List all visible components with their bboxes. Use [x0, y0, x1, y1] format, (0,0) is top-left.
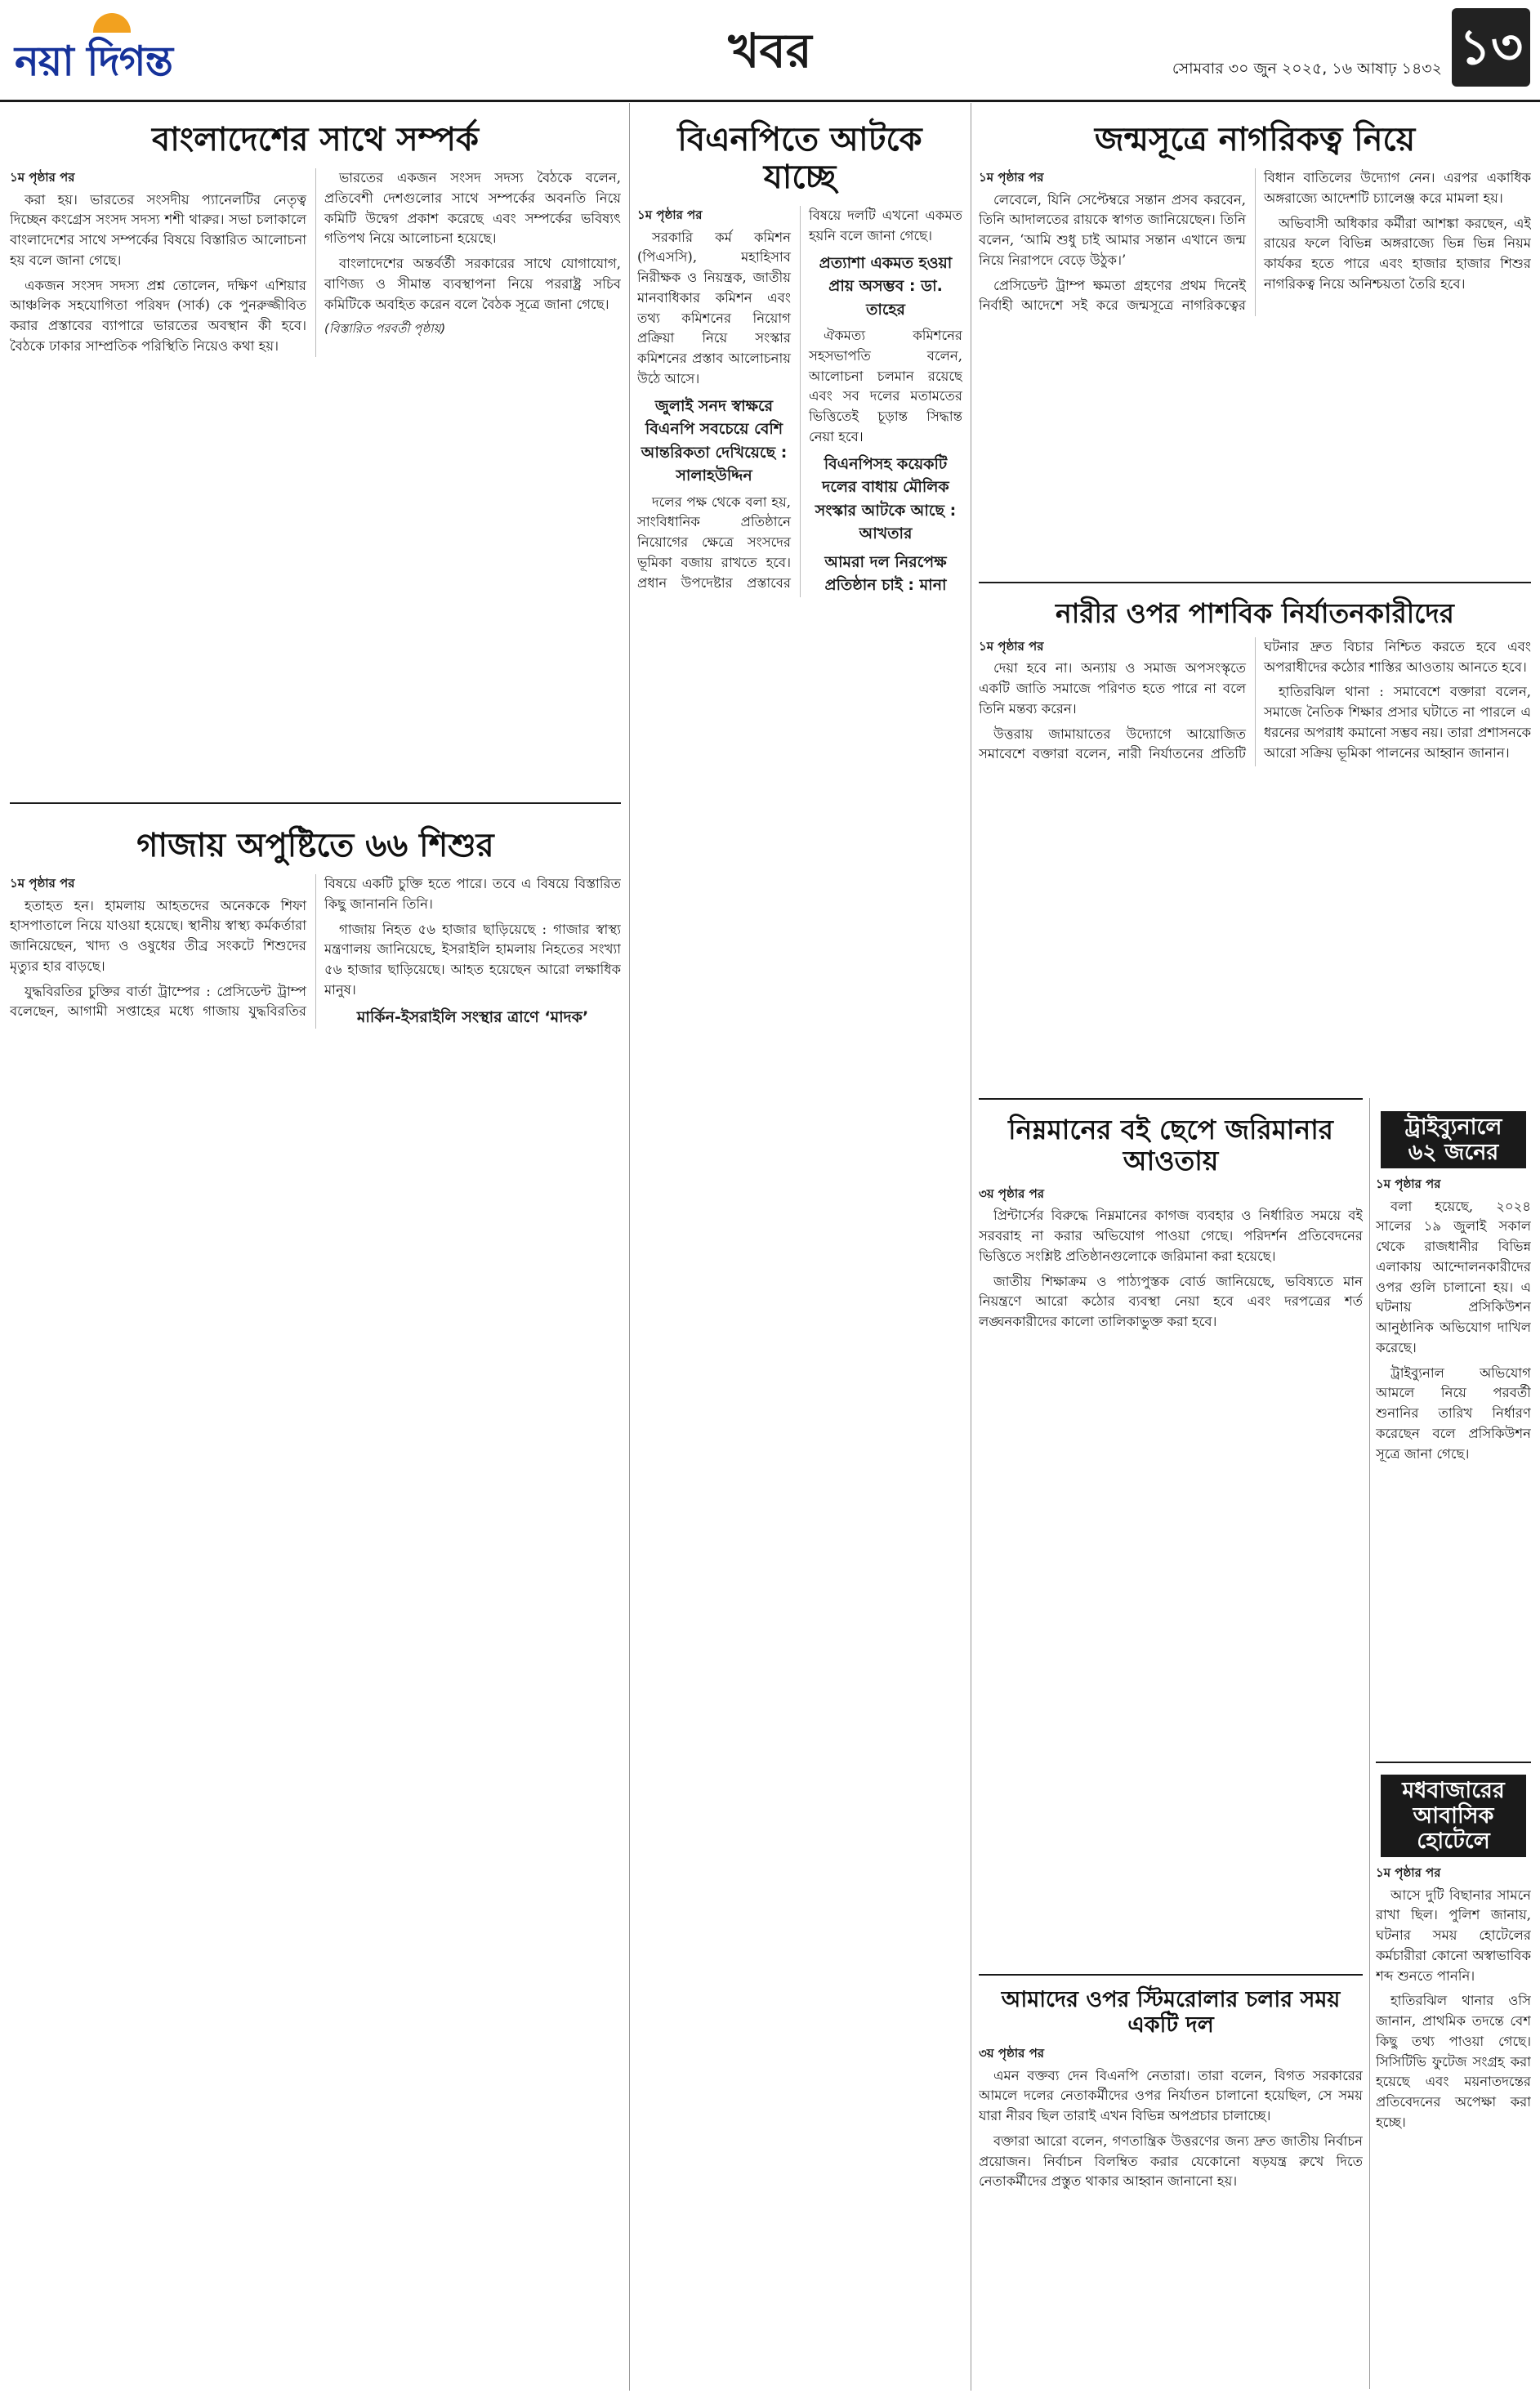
paragraph: ঐকমত্য কমিশনের সহসভাপতি বলেন, আলোচনা চলমান রয়েছে এবং সব দলের মতামতের ভিত্তিতেই চূড়ান্ত সিদ্ধান্ত নেয়া হবে।	[809, 328, 962, 444]
headline-tribunal[interactable]	[1376, 1103, 1531, 1175]
paragraph: ট্রাইব্যুনাল অভিযোগ আমলে নিয়ে পরবর্তী শুনানির তারিখ নির্ধারণ করেছেন বলে প্রসিকিউশন সূত্রে জানা গেছে।	[1376, 1364, 1531, 1462]
paragraph: ভারতের একজন সংসদ সদস্য বৈঠকে বলেন, প্রতিবেশী দেশগুলোর সাথে সম্পর্কের অবনতি নিয়ে কমিটি উদ্বেগ প্রকাশ করেছে এবং সম্পর্কের ভবিষ্যৎ গতিপথ নিয়ে আলোচনা হয়েছে।	[324, 170, 621, 247]
divider	[979, 1974, 1363, 1976]
publication-date: সোমবার ৩০ জুন ২০২৫, ১৬ আষাঢ় ১৪৩২	[1172, 60, 1442, 78]
paragraph: হাতিরঝিল থানা : সমাবেশে বক্তারা বলেন, সমাজে নৈতিক শিক্ষার প্রসার ঘটাতে না পারলে এ ধরনের অপরাধ কমানো সম্ভব নয়। তারা প্রশাসনকে আরো সক্রিয় ভূমিকা পালনের আহ্বান জানান।	[1264, 684, 1531, 761]
continuation-ref: ১ম পৃষ্ঠার পর	[10, 876, 75, 891]
divider	[10, 802, 621, 804]
paragraph: লেবেলে, যিনি সেপ্টেম্বরে সন্তান প্রসব করবেন, তিনি আদালতের রায়কে স্বাগত জানিয়েছেন। তিনি বলেন, ‘আমি শুধু চাই আমার সন্তান এখানে জন্ম নিয়ে নিরাপদে বেড়ে উঠুক।’	[979, 191, 1246, 268]
continuation-ref: ৩য় পৃষ্ঠার পর	[979, 2046, 1045, 2061]
headline-ribbon: মধবাজারের আবাসিক হোটেলে	[1381, 1775, 1526, 1857]
paragraph: দেয়া হবে না। অন্যায় ও সমাজ অপসংস্কৃতে একটি জাতি সমাজে পরিণত হতে পারে না বলে তিনি মন্তব্য করেন।	[979, 660, 1246, 717]
paragraph: জাতীয় শিক্ষাক্রম ও পাঠ্যপুস্তক বোর্ড জানিয়েছে, ভবিষ্যতে মান নিয়ন্ত্রণে আরো কঠোর ব্যবস্থা নেয়া হবে এবং দরপত্রের শর্ত লঙ্ঘনকারীদের কালো তালিকাভুক্ত করা হবে।	[979, 1273, 1363, 1330]
column-divider	[629, 103, 630, 2391]
article-hotel	[1376, 1766, 1531, 2391]
subheading: জুলাই সনদ স্বাক্ষরে বিএনপি সবচেয়ে বেশি আন্তরিকতা দেখিয়েছে : সালাহউদ্দিন	[641, 396, 788, 485]
column-divider	[1369, 1098, 1370, 2389]
paragraph: হাতিরঝিল থানার ওসি জানান, প্রাথমিক তদন্তে বেশ কিছু তথ্য পাওয়া গেছে। সিসিটিভি ফুটেজ সংগ্রহ করা হয়েছে এবং ময়নাতদন্তের প্রতিবেদনের অপেক্ষা করা হচ্ছে।	[1376, 1993, 1531, 2130]
paragraph: গাজায় নিহত ৫৬ হাজার ছাড়িয়েছে : গাজার স্বাস্থ্য মন্ত্রণালয় জানিয়েছে, ইসরাইলি হামলায় নিহতের সংখ্যা ৫৬ হাজার ছাড়িয়েছে। আহত হয়েছেন আরো লক্ষাধিক মানুষ।	[324, 921, 621, 998]
continuation-ref: ১ম পৃষ্ঠার পর	[979, 638, 1044, 654]
paragraph: প্রেসিডেন্ট ট্রাম্প ক্ষমতা গ্রহণের প্রথম দিনেই নির্বাহী আদেশে সই করে জন্মসূত্রে নাগরিকত্বের বিধান বাতিলের উদ্যোগ নেন। এরপর একাধিক অঙ্গরাজ্যে আদেশটি চ্যালেঞ্জ করে মামলা হয়।	[979, 170, 1531, 314]
article-citizenship	[979, 103, 1531, 577]
article-bnp	[637, 103, 962, 2391]
article-body	[10, 874, 621, 1029]
divider	[979, 582, 1531, 583]
article-bangladesh-relations	[10, 103, 621, 797]
article-body	[979, 168, 1531, 316]
headline-citizenship[interactable]: জন্মসূত্রে নাগরিকত্ব নিয়ে	[1094, 121, 1416, 159]
paragraph: যুদ্ধবিরতির চুক্তির বার্তা ট্রাম্পের : প্রেসিডেন্ট ট্রাম্প বলেছেন, আগামী সপ্তাহের মধ্যে গাজায় যুদ্ধবিরতির বিষয়ে একটি চুক্তি হতে পারে। তবে এ বিষয়ে বিস্তারিত কিছু জানাননি তিনি।	[10, 876, 621, 1020]
subheading: প্রত্যাশা একমত হওয়া প্রায় অসম্ভব : ডা. তাহের	[819, 253, 953, 319]
paragraph: বক্তারা আরো বলেন, গণতান্ত্রিক উত্তরণের জন্য দ্রুত জাতীয় নির্বাচন প্রয়োজন। নির্বাচন বিলম্বিত করার যেকোনো ষড়যন্ত্র রুখে দিতে নেতাকর্মীদের প্রস্তুত থাকার আহ্বান জানানো হয়।	[979, 2132, 1363, 2190]
headline-hotel[interactable]	[1376, 1766, 1531, 1864]
paragraph: এমন বক্তব্য দেন বিএনপি নেতারা। তারা বলেন, বিগত সরকারের আমলে দলের নেতাকর্মীদের ওপর নির্যাতন চালানো হয়েছিল, সে সময় যারা নীরব ছিল তারাই এখন বিভিন্ন অপপ্রচার চালাচ্ছে।	[979, 2067, 1363, 2124]
divider	[979, 1098, 1363, 1100]
article-body	[979, 637, 1531, 766]
headline-ribbon: ট্রাইব্যুনালে ৬২ জনের	[1381, 1111, 1526, 1168]
logo-text: নয়া দিগন্ত	[15, 38, 173, 85]
continuation-ref: ১ম পৃষ্ঠার পর	[979, 170, 1044, 185]
article-body	[637, 206, 962, 597]
article-tribunal	[1376, 1103, 1531, 1757]
article-textbooks	[979, 1103, 1363, 1969]
continuation-ref: ১ম পৃষ্ঠার পর	[10, 170, 75, 185]
paragraph: উত্তরায় জামায়াতের উদ্যোগে আয়োজিত সমাবেশে বক্তারা বলেন, নারী নির্যাতনের প্রতিটি ঘটনার দ্রুত বিচার নিশ্চিত করতে হবে এবং অপরাধীদের কঠোর শাস্তির আওতায় আনতে হবে।	[979, 638, 1531, 762]
subheading: আমরা দল নিরপেক্ষ প্রতিষ্ঠান চাই : মানা	[824, 552, 947, 594]
continued-note: (বিস্তারিত পরবর্তী পৃষ্ঠায়)	[324, 321, 446, 337]
page-number: ১৩	[1452, 8, 1530, 87]
article-body	[979, 1185, 1363, 1337]
paragraph: বাংলাদেশের অন্তর্বর্তী সরকারের সাথে যোগাযোগ, বাণিজ্য ও সীমান্ত ব্যবস্থাপনা নিয়ে পররাষ্ট্র সচিব কমিটিকে অবহিত করেন বলে বৈঠক সূত্রে জানা গেছে।	[324, 256, 621, 312]
headline-steamroller[interactable]: আমাদের ওপর স্টিমরোলার চলার সময় একটি দল	[1001, 1987, 1341, 2039]
article-steamroller	[979, 1979, 1363, 2391]
section-title: খবর	[728, 23, 812, 78]
article-body	[10, 168, 621, 357]
masthead	[0, 0, 1540, 102]
headline-gaza[interactable]: গাজায় অপুষ্টিতে ৬৬ শিশুর	[136, 827, 494, 864]
paragraph: বলা হয়েছে, ২০২৪ সালের ১৯ জুলাই সকাল থেকে রাজধানীর বিভিন্ন এলাকায় আন্দোলনকারীদের ওপর গুলি চালানো হয়। এ ঘটনায় প্রসিকিউশন আনুষ্ঠানিক অভিযোগ দাখিল করেছে।	[1376, 1198, 1531, 1355]
subheading: বিএনপিসহ কয়েকটি দলের বাধায় মৌলিক সংস্কার আটকে আছে : আখতার	[815, 454, 957, 543]
continuation-ref: ১ম পৃষ্ঠার পর	[637, 208, 703, 222]
divider	[1376, 1762, 1531, 1763]
subheading: মার্কিন-ইসরাইলি সংস্থার ত্রাণে ‘মাদক’	[356, 1007, 589, 1026]
paragraph: একজন সংসদ সদস্য প্রশ্ন তোলেন, দক্ষিণ এশিয়ার আঞ্চলিক সহযোগিতা পরিষদ (সার্ক) কে পুনরুজ্জীবিত করার প্রস্তাবের ব্যাপারে ভারতের অবস্থান কী হবে। বৈঠকে ঢাকার সাম্প্রতিক পরিস্থিতি নিয়েও কথা হয়।	[10, 277, 306, 354]
paragraph: আসে দুটি বিছানার সামনে রাখা ছিল। পুলিশ জানায়, ঘটনার সময় হোটেলের কর্মচারীরা কোনো অস্বাভাবিক শব্দ শুনতে পাননি।	[1376, 1887, 1531, 1984]
article-gaza	[10, 809, 621, 2390]
headline-bnp[interactable]: বিএনপিতে আটকে যাচ্ছে	[677, 121, 922, 196]
headline-women[interactable]: নারীর ওপর পাশবিক নির্যাতনকারীদের	[1056, 597, 1454, 629]
paragraph: প্রিন্টার্সের বিরুদ্ধে নিম্নমানের কাগজ ব্যবহার ও নির্ধারিত সময়ে বই সরবরাহ না করার অভিযোগ পাওয়া গেছে। পরিদর্শন প্রতিবেদনের ভিত্তিতে সংশ্লিষ্ট প্রতিষ্ঠানগুলোকে জরিমানা করা হয়েছে।	[979, 1208, 1363, 1264]
article-women-violence	[979, 587, 1531, 1093]
continuation-ref: ৩য় পৃষ্ঠার পর	[979, 1186, 1045, 1201]
paragraph: সরকারি কর্ম কমিশন (পিএসসি), মহাহিসাব নিরীক্ষক ও নিয়ন্ত্রক, জাতীয় মানবাধিকার কমিশন এবং তথ্য কমিশনের নিয়োগ প্রক্রিয়া নিয়ে সংস্কার কমিশনের প্রস্তাব আলোচনায় উঠে আসে।	[637, 229, 791, 386]
continuation-ref: ১ম পৃষ্ঠার পর	[1376, 1177, 1441, 1192]
paragraph: হতাহত হন। হামলায় আহতদের অনেককে শিফা হাসপাতালে নিয়ে যাওয়া হয়েছে। স্থানীয় স্বাস্থ্য কর্মকর্তারা জানিয়েছেন, খাদ্য ও ওষুধের তীব্র সংকটে শিশুদের মৃত্যুর হার বাড়ছে।	[10, 897, 306, 974]
continuation-ref: ১ম পৃষ্ঠার পর	[1376, 1865, 1441, 1881]
article-body	[1376, 1175, 1531, 1469]
paragraph: অভিবাসী অধিকার কর্মীরা আশঙ্কা করছেন, এই রায়ের ফলে বিভিন্ন অঙ্গরাজ্যে ভিন্ন ভিন্ন নিয়ম কার্যকর হতে পারে এবং হাজার হাজার শিশুর নাগরিকত্ব নিয়ে অনিশ্চয়তা তৈরি হবে।	[1264, 215, 1531, 292]
paragraph: করা হয়। ভারতের সংসদীয় প্যানেলটির নেতৃত্ব দিচ্ছেন কংগ্রেস সংসদ সদস্য শশী থারুর। সভা চলাকালে বাংলাদেশের সাথে সম্পর্কের বিষয়ে বিস্তারিত আলোচনা হয় বলে জানা গেছে।	[10, 191, 306, 268]
headline-textbooks[interactable]: নিম্নমানের বই ছেপে জরিমানার আওতায়	[1008, 1114, 1333, 1177]
paragraph: দলের পক্ষ থেকে বলা হয়, সাংবিধানিক প্রতিষ্ঠানে নিয়োগের ক্ষেত্রে সংসদের ভূমিকা বজায় রাখতে হবে। প্রধান উপদেষ্টার প্রস্তাবের বিষয়ে দলটি এখনো একমত হয়নি বলে জানা গেছে।	[637, 208, 962, 591]
headline-bangladesh[interactable]: বাংলাদেশের সাথে সম্পর্ক	[152, 121, 479, 159]
article-body	[1376, 1864, 1531, 2138]
article-body	[979, 2044, 1363, 2197]
